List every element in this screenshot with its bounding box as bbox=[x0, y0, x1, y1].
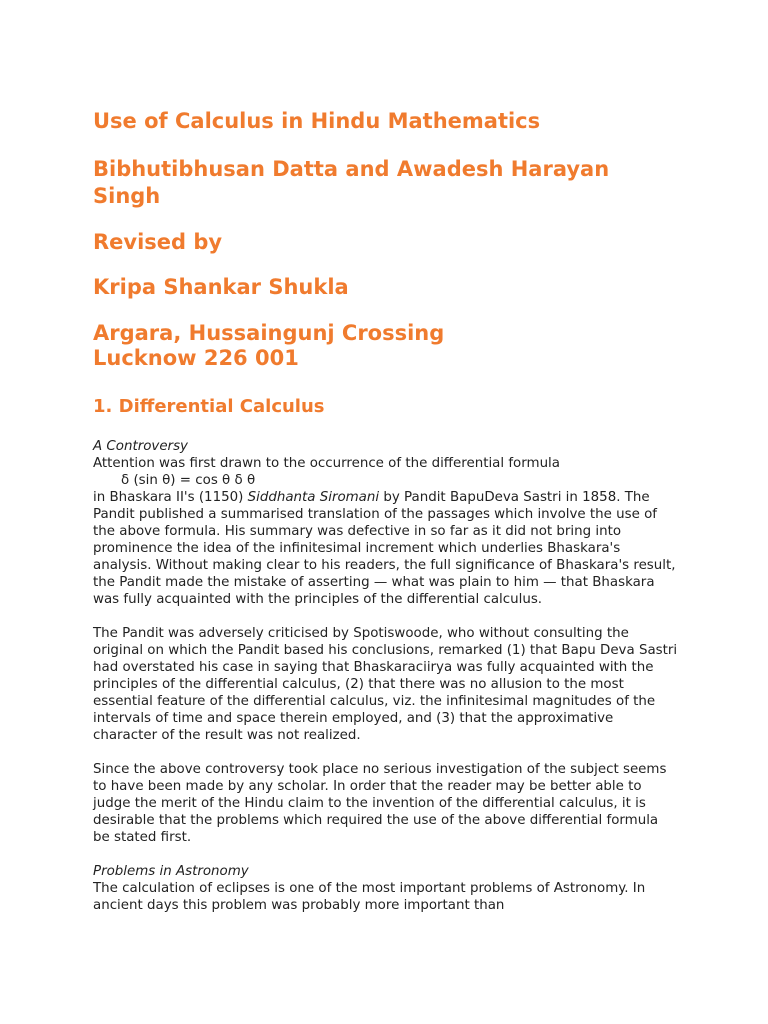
paragraph-2: The Pandit was adversely criticised by Spotiswoode, who without consulting the original on which the Pandit based his conclusions, remarked (1) that Bapu Deva Sastri had overstated his case in saying that Bhaskaraciirya was fully acquainted with the principles of the differential calculus, (2) that there was no allusion to the most essential feature of the differential calculus, viz. the infinitesimal magnitudes of the intervals of time and space therein employed, and (3) that the approximative character of the result was not realized. bbox=[93, 626, 678, 743]
paragraph-1-part-a: in Bhaskara II's (1150) bbox=[93, 490, 248, 505]
revised-by-heading: Revised by bbox=[93, 230, 223, 254]
subheading-controversy: A Controversy bbox=[93, 439, 188, 454]
paragraph-1-intro: Attention was first drawn to the occurrence of the differential formula bbox=[93, 456, 560, 471]
document-title: Use of Calculus in Hindu Mathematics bbox=[93, 109, 541, 133]
document-page bbox=[93, 100, 678, 914]
paragraph-4: The calculation of eclipses is one of the most important problems of Astronomy. In ancient days this problem was probably more important than bbox=[93, 881, 646, 913]
subheading-astronomy: Problems in Astronomy bbox=[93, 864, 249, 879]
work-title-siddhanta-siromani: Siddhanta Siromani bbox=[247, 490, 380, 505]
address-line-1: Argara, Hussaingunj Crossing bbox=[93, 321, 445, 345]
reviser-heading: Kripa Shankar Shukla bbox=[93, 275, 349, 299]
differential-formula: δ (sin θ) = cos θ δ θ bbox=[121, 473, 256, 488]
section-heading: 1. Differential Calculus bbox=[93, 396, 325, 417]
paragraph-3: Since the above controversy took place no serious investigation of the subject seems to have been made by any scholar. In order that the reader may be better able to judge the merit of the Hindu claim to the invention of the differential calculus, it is desirable that the problems which required the use of the above differential formula be stated first. bbox=[93, 762, 667, 845]
paragraph-1-part-b: by Pandit BapuDeva Sastri in 1858. The Pandit published a summarised translation of the passages which involve the use of the above formula. His summary was defective in so far as it did not bring into prominence the idea of the infinitesimal increment which underlies Bhaskara's analysis. Without making clear to his readers, the full significance of Bhaskara's result, the Pandit made the mistake of asserting — what was plain to him — that Bhaskara was fully acquainted with the principles of the differential calculus. bbox=[93, 490, 676, 607]
address-line-2: Lucknow 226 001 bbox=[93, 346, 299, 370]
address-heading bbox=[93, 321, 678, 371]
authors-heading: Bibhutibhusan Datta and Awadesh Harayan Singh bbox=[93, 157, 610, 208]
paragraph-1 bbox=[93, 455, 678, 608]
